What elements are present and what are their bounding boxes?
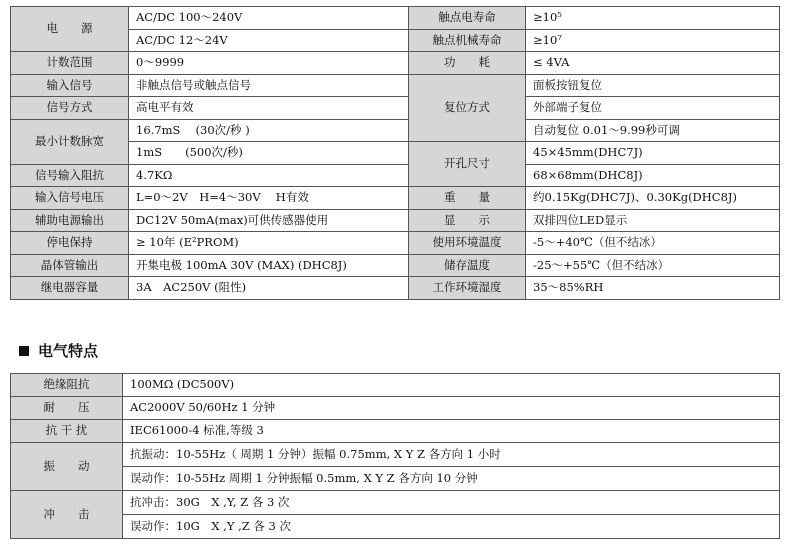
- ambient-temp-label: 使用环境温度: [409, 232, 526, 255]
- spec-row-min-pulse: [11, 119, 780, 142]
- storage-temp-value: -25～+55℃（但不结冰）: [526, 254, 780, 277]
- ambient-temp-value: -5～+40℃（但不结冰）: [526, 232, 780, 255]
- insulation-value: 100MΩ (DC500V): [123, 374, 780, 397]
- spec-row-power: [11, 7, 780, 30]
- cutout-dhc8j: 68×68mm(DHC8J): [526, 164, 780, 187]
- elec-row-shock: [11, 491, 780, 515]
- reset-auto: 自动复位 0.01～9.99秒可调: [526, 119, 780, 142]
- count-range-label: 计数范围: [11, 52, 129, 75]
- weight-label: 重 量: [409, 187, 526, 210]
- spec-row-signal-mode: [11, 97, 780, 120]
- input-voltage-label: 输入信号电压: [11, 187, 129, 210]
- contact-mech-value: ≥10⁷: [526, 29, 780, 52]
- shock-resist: 抗冲击：30G X ,Y, Z 各 3 次: [123, 491, 780, 515]
- elec-row-insulation: [11, 374, 780, 397]
- count-range-value: 0～9999: [129, 52, 409, 75]
- spec-row-impedance: [11, 164, 780, 187]
- withstand-value: AC2000V 50/60Hz 1 分钟: [123, 397, 780, 420]
- elec-row-vibration-malfunction: [11, 467, 780, 491]
- impedance-label: 信号输入阻抗: [11, 164, 129, 187]
- contact-life-label: 触点电寿命: [409, 7, 526, 30]
- withstand-label: 耐 压: [11, 397, 123, 420]
- signal-mode-value: 高电平有效: [129, 97, 409, 120]
- emc-value: IEC61000-4 标准,等级 3: [123, 420, 780, 443]
- vibration-label: 振 动: [11, 443, 123, 491]
- spec-row-input-signal: [11, 74, 780, 97]
- input-signal-value: 非触点信号或触点信号: [129, 74, 409, 97]
- power-ac-high: AC/DC 100～240V: [129, 7, 409, 30]
- humidity-label: 工作环境湿度: [409, 277, 526, 300]
- spec-row-transistor: [11, 254, 780, 277]
- reset-panel: 面板按钮复位: [526, 74, 780, 97]
- transistor-label: 晶体管输出: [11, 254, 129, 277]
- section-heading-text: 电气特点: [38, 342, 99, 360]
- impedance-value: 4.7KΩ: [129, 164, 409, 187]
- contact-life-value: ≥10⁵: [526, 7, 780, 30]
- aux-power-value: DC12V 50mA(max)可供传感器使用: [129, 209, 409, 232]
- display-label: 显 示: [409, 209, 526, 232]
- input-voltage-value: L=0～2V H=4～30V H有效: [129, 187, 409, 210]
- input-signal-label: 输入信号: [11, 74, 129, 97]
- square-bullet-icon: [19, 346, 29, 356]
- power-fail-label: 停电保持: [11, 232, 129, 255]
- power-fail-value: ≥ 10年 (E²PROM): [129, 232, 409, 255]
- weight-value: 约0.15Kg(DHC7J)、0.30Kg(DHC8J): [526, 187, 780, 210]
- insulation-label: 绝缘阻抗: [11, 374, 123, 397]
- cutout-label: 开孔尺寸: [409, 142, 526, 187]
- min-pulse-500: 1mS (500次/秒): [129, 142, 409, 165]
- vibration-resist: 抗振动：10-55Hz（ 周期 1 分钟）振幅 0.75mm, X Y Z 各方向 1 小时: [123, 443, 780, 467]
- spec-row-aux-power: [11, 209, 780, 232]
- reset-label: 复位方式: [409, 74, 526, 142]
- elec-row-vibration: [11, 443, 780, 467]
- vibration-malfunction: 误动作：10-55Hz 周期 1 分钟振幅 0.5mm, X Y Z 各方向 10 分钟: [123, 467, 780, 491]
- elec-row-withstand: [11, 397, 780, 420]
- shock-label: 冲 击: [11, 491, 123, 539]
- spec-row-relay: [11, 277, 780, 300]
- power-label: 电 源: [11, 7, 129, 52]
- power-consumption-label: 功 耗: [409, 52, 526, 75]
- reset-external: 外部端子复位: [526, 97, 780, 120]
- elec-row-emc: [11, 420, 780, 443]
- electrical-table: [10, 373, 780, 539]
- min-pulse-30: 16.7mS (30次/秒 ): [129, 119, 409, 142]
- min-pulse-label: 最小计数脉宽: [11, 119, 129, 164]
- spec-row-input-voltage: [11, 187, 780, 210]
- shock-malfunction: 误动作：10G X ,Y ,Z 各 3 次: [123, 515, 780, 539]
- spec-row-count-range: [11, 52, 780, 75]
- cutout-dhc7j: 45×45mm(DHC7J): [526, 142, 780, 165]
- storage-temp-label: 储存温度: [409, 254, 526, 277]
- section-heading-electrical: [19, 340, 98, 361]
- relay-label: 继电器容量: [11, 277, 129, 300]
- spec-row-power-fail: [11, 232, 780, 255]
- relay-value: 3A AC250V (阻性): [129, 277, 409, 300]
- power-ac-low: AC/DC 12～24V: [129, 29, 409, 52]
- display-value: 双排四位LED显示: [526, 209, 780, 232]
- signal-mode-label: 信号方式: [11, 97, 129, 120]
- power-consumption-value: ≤ 4VA: [526, 52, 780, 75]
- spec-table: [10, 6, 780, 300]
- transistor-value: 开集电极 100mA 30V (MAX) (DHC8J): [129, 254, 409, 277]
- emc-label: 抗 干 扰: [11, 420, 123, 443]
- contact-mech-label: 触点机械寿命: [409, 29, 526, 52]
- humidity-value: 35～85%RH: [526, 277, 780, 300]
- aux-power-label: 辅助电源输出: [11, 209, 129, 232]
- elec-row-shock-malfunction: [11, 515, 780, 539]
